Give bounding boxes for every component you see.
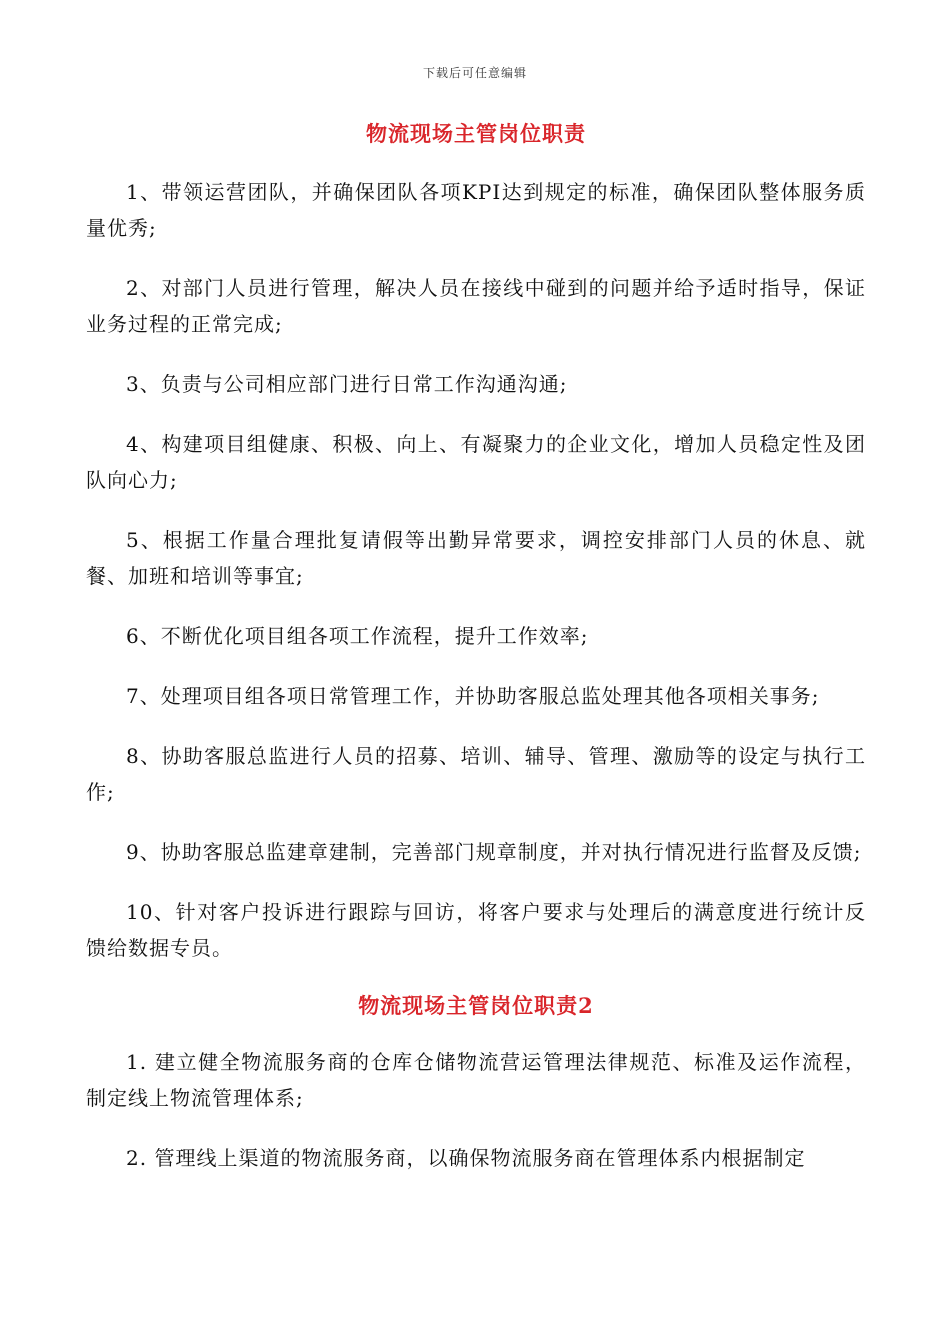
section-1-item-2: 2、对部门人员进行管理，解决人员在接线中碰到的问题并给予适时指导，保证业务过程的正常完成;	[86, 276, 866, 336]
section-1-item-6: 6、不断优化项目组各项工作流程，提升工作效率;	[126, 624, 589, 648]
section-1-item-7: 7、处理项目组各项日常管理工作，并协助客服总监处理其他各项相关事务;	[126, 684, 820, 708]
section-1-item-8: 8、协助客服总监进行人员的招募、培训、辅导、管理、激励等的设定与执行工作;	[86, 744, 866, 804]
section-1-item-10: 10、针对客户投诉进行跟踪与回访，将客户要求与处理后的满意度进行统计反馈给数据专员。	[86, 900, 866, 960]
section-1-item-9: 9、协助客服总监建章建制，完善部门规章制度，并对执行情况进行监督及反馈;	[126, 840, 862, 864]
section-1-item-4: 4、构建项目组健康、积极、向上、有凝聚力的企业文化，增加人员稳定性及团队向心力;	[86, 432, 866, 492]
section-1-item-3: 3、负责与公司相应部门进行日常工作沟通沟通;	[126, 372, 568, 396]
section-1-item-1: 1、带领运营团队，并确保团队各项KPI达到规定的标准，确保团队整体服务质量优秀;	[86, 180, 866, 240]
section-2-item-2: 2. 管理线上渠道的物流服务商，以确保物流服务商在管理体系内根据制定	[126, 1146, 806, 1170]
header-note: 下载后可任意编辑	[422, 66, 527, 80]
document-content	[86, 118, 866, 1200]
section-2-item-1: 1. 建立健全物流服务商的仓库仓储物流营运管理法律规范、标准及运作流程，制定线上物流管理体系;	[86, 1050, 866, 1110]
section-1-title: 物流现场主管岗位职责	[366, 121, 586, 146]
section-2-title: 物流现场主管岗位职责2	[358, 993, 594, 1018]
section-1-item-5: 5、根据工作量合理批复请假等出勤异常要求，调控安排部门人员的休息、就餐、加班和培训等事宜;	[86, 528, 866, 588]
